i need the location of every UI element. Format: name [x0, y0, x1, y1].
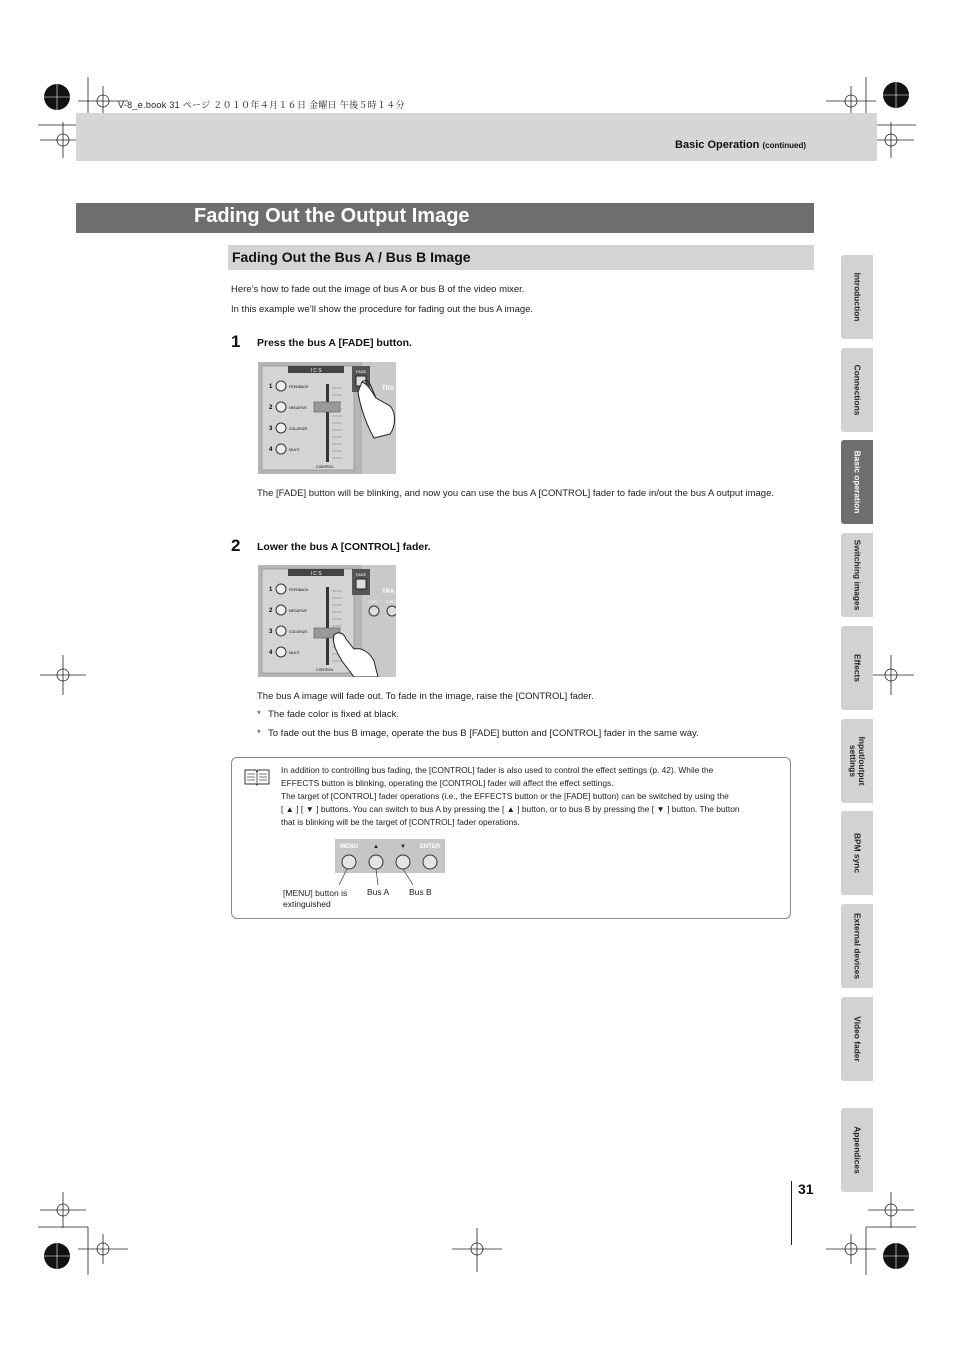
- tab-label: Connections: [852, 364, 863, 416]
- note-line: In addition to controlling bus fading, the [CONTROL] fader is also used to control the effect settings (p. 42). While the: [281, 765, 714, 775]
- page-subtitle: Fading Out the Bus A / Bus B Image: [232, 249, 471, 265]
- panel-fade-label: FADE: [355, 572, 367, 577]
- tab-introduction[interactable]: [841, 255, 873, 339]
- tab-label: Introduction: [852, 272, 863, 322]
- print-info: V-8_e.book 31 ページ ２０１０年４月１６日 金曜日 午後５時１４分: [118, 100, 405, 110]
- panel-label-3: COLORIZE: [289, 427, 308, 431]
- up-button-icon: [369, 855, 383, 869]
- panel-header: I C S: [310, 368, 322, 374]
- tab-external-devices[interactable]: [841, 904, 873, 988]
- bullet-1-text: The fade color is fixed at black.: [268, 709, 399, 720]
- menu-button-label: MENU: [340, 844, 358, 850]
- panel-label-3: COLORIZE: [289, 630, 308, 634]
- panel-label-2: NEGATIVE: [289, 609, 307, 613]
- caption-menu-line-1: [MENU] button is: [283, 888, 348, 898]
- menu-button-icon: [342, 855, 356, 869]
- down-button-label: ▼: [400, 844, 406, 850]
- tab-label: Video fader: [852, 1016, 863, 1062]
- note-box: [231, 757, 791, 919]
- step-1-number: 1: [231, 332, 241, 351]
- enter-button-label: ENTER: [419, 844, 441, 850]
- bullet-1-mark: *: [257, 709, 261, 720]
- tab-basic-operation[interactable]: [841, 440, 873, 524]
- panel-fade-label: FADE: [355, 369, 367, 374]
- panel-control-label: CONTROL: [316, 668, 334, 672]
- tab-label: Input/output settings: [848, 736, 867, 786]
- panel-2w-label: 2 W: [386, 599, 394, 604]
- title-bar: [76, 203, 814, 233]
- tab-label: BPM sync: [852, 832, 863, 874]
- panel-label-4: MULTI: [289, 651, 300, 655]
- panel-header: I C S: [310, 571, 322, 577]
- panel-tra-label: TRA: [382, 589, 395, 595]
- section-label: [675, 139, 806, 151]
- tab-bpm-sync[interactable]: [841, 811, 873, 895]
- panel-num-4: 4: [269, 447, 273, 453]
- step-2-text: Lower the bus A [CONTROL] fader.: [257, 541, 431, 553]
- page-title: Fading Out the Output Image: [194, 205, 470, 227]
- page-number-rule: [791, 1181, 792, 1245]
- panel-label-4: MULTI: [289, 448, 300, 452]
- figure-fade-button: [258, 362, 396, 474]
- tab-label: Basic operation: [852, 450, 863, 514]
- panel-num-1: 1: [269, 587, 273, 593]
- caption-bus-b: Bus B: [409, 887, 432, 897]
- caption-menu-line-2: extinguished: [283, 899, 331, 909]
- down-button-icon: [396, 855, 410, 869]
- tab-connections[interactable]: [841, 348, 873, 432]
- step-2-number: 2: [231, 536, 241, 555]
- panel-1hr-label: 1 HR: [368, 599, 378, 604]
- panel-control-label: CONTROL: [316, 465, 334, 469]
- panel-label-1: FEEDBACK: [289, 385, 309, 389]
- tab-input-output-settings[interactable]: [841, 719, 873, 803]
- book-memo-icon: [244, 768, 270, 786]
- up-button-label: ▲: [373, 844, 379, 850]
- panel-num-2: 2: [269, 608, 273, 614]
- bullet-2-mark: *: [257, 728, 261, 739]
- panel-num-2: 2: [269, 405, 273, 411]
- tab-video-fader[interactable]: [841, 997, 873, 1081]
- step-1-description: The [FADE] button will be blinking, and now you can use the bus A [CONTROL] fader to fade in/out the bus A output image.: [257, 488, 775, 499]
- bullet-2-text: To fade out the bus B image, operate the bus B [FADE] button and [CONTROL] fader in the same way.: [268, 728, 699, 739]
- tab-effects[interactable]: [841, 626, 873, 710]
- note-figure-buttons: [335, 839, 445, 885]
- panel-label-1: FEEDBACK: [289, 588, 309, 592]
- subtitle-bar: [228, 245, 814, 270]
- section-name: Basic Operation: [675, 139, 760, 151]
- note-line: that is blinking will be the target of [CONTROL] fader operations.: [281, 817, 520, 827]
- note-line: EFFECTS button is blinking, operating the [CONTROL] fader will affect the effect settings.: [281, 778, 614, 788]
- note-text: [281, 764, 786, 829]
- section-continued: (continued): [762, 141, 806, 150]
- panel-tra-label: TRA: [382, 386, 395, 392]
- panel-num-1: 1: [269, 384, 273, 390]
- intro-line-1: Here’s how to fade out the image of bus A or bus B of the video mixer.: [231, 284, 525, 295]
- caption-bus-a: Bus A: [367, 887, 390, 897]
- tab-appendices[interactable]: [841, 1108, 873, 1192]
- panel-num-4: 4: [269, 650, 273, 656]
- tab-label: External devices: [852, 912, 863, 980]
- header-band: [76, 113, 877, 161]
- page-number: 31: [798, 1181, 814, 1197]
- intro-line-2: In this example we’ll show the procedure for fading out the bus A image.: [231, 304, 534, 315]
- figure-control-fader: [258, 565, 396, 677]
- tab-label: Appendices: [852, 1126, 863, 1174]
- step-2-description: The bus A image will fade out. To fade in the image, raise the [CONTROL] fader.: [257, 691, 594, 702]
- enter-button-icon: [423, 855, 437, 869]
- panel-num-3: 3: [269, 629, 273, 635]
- panel-num-3: 3: [269, 426, 273, 432]
- tab-label: Effects: [852, 654, 863, 682]
- tab-switching-images[interactable]: [841, 533, 873, 617]
- caption-menu: [283, 888, 347, 910]
- step-1-text: Press the bus A [FADE] button.: [257, 337, 412, 349]
- tab-label: Switching images: [852, 539, 863, 611]
- note-line: The target of [CONTROL] fader operations (i.e., the EFFECTS button or the [FADE] button) can be switched by using the: [281, 791, 729, 801]
- note-line: [ ▲ ] [ ▼ ] buttons. You can switch to bus A by pressing the [ ▲ ] button, or to bus B by pressing the [ ▼ ] button. The button: [281, 804, 740, 814]
- panel-label-2: NEGATIVE: [289, 406, 307, 410]
